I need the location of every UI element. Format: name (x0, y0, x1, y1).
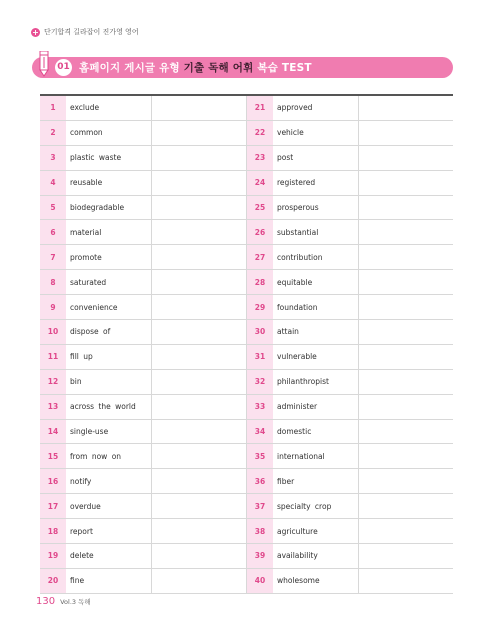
vocab-word: reusable (66, 171, 152, 195)
item-number: 34 (247, 420, 273, 444)
answer-blank[interactable] (359, 295, 453, 319)
vocab-word: contribution (273, 245, 359, 269)
left-entry (40, 469, 247, 493)
vocab-word: convenience (66, 295, 152, 319)
right-entry (247, 220, 453, 244)
left-entry (40, 121, 247, 145)
vocab-word: specialty crop (273, 494, 359, 518)
left-entry (40, 295, 247, 319)
table-row (40, 171, 453, 196)
answer-blank[interactable] (152, 245, 246, 269)
left-entry (40, 494, 247, 518)
vocab-word: overdue (66, 494, 152, 518)
item-number: 6 (40, 220, 66, 244)
item-number: 10 (40, 320, 66, 344)
item-number: 13 (40, 395, 66, 419)
right-entry (247, 544, 453, 568)
table-row (40, 345, 453, 370)
answer-blank[interactable] (152, 469, 246, 493)
item-number: 25 (247, 196, 273, 220)
vocab-word: substantial (273, 220, 359, 244)
vocab-word: single-use (66, 420, 152, 444)
answer-blank[interactable] (152, 220, 246, 244)
left-entry (40, 569, 247, 593)
pencil-icon (38, 51, 50, 77)
table-row (40, 121, 453, 146)
title-part-1: 홈페이지 게시글 유형 (79, 62, 180, 74)
right-entry (247, 121, 453, 145)
answer-blank[interactable] (359, 469, 453, 493)
right-entry (247, 320, 453, 344)
item-number: 26 (247, 220, 273, 244)
left-entry (40, 370, 247, 394)
vocab-word: across the world (66, 395, 152, 419)
left-entry (40, 395, 247, 419)
left-entry (40, 220, 247, 244)
left-entry (40, 519, 247, 543)
table-row (40, 569, 453, 594)
left-entry (40, 544, 247, 568)
item-number: 2 (40, 121, 66, 145)
table-row (40, 494, 453, 519)
right-entry (247, 295, 453, 319)
item-number: 17 (40, 494, 66, 518)
item-number: 39 (247, 544, 273, 568)
table-row (40, 96, 453, 121)
right-entry (247, 345, 453, 369)
left-entry (40, 96, 247, 120)
vocab-word: fine (66, 569, 152, 593)
item-number: 22 (247, 121, 273, 145)
item-number: 21 (247, 96, 273, 120)
right-entry (247, 146, 453, 170)
left-entry (40, 171, 247, 195)
vocab-word: agriculture (273, 519, 359, 543)
item-number: 29 (247, 295, 273, 319)
vocab-word: saturated (66, 270, 152, 294)
vocab-word: post (273, 146, 359, 170)
item-number: 1 (40, 96, 66, 120)
item-number: 38 (247, 519, 273, 543)
right-entry (247, 494, 453, 518)
answer-blank[interactable] (152, 295, 246, 319)
vocab-word: wholesome (273, 569, 359, 593)
vocab-word: from now on (66, 444, 152, 468)
item-number: 31 (247, 345, 273, 369)
answer-blank[interactable] (359, 544, 453, 568)
item-number: 32 (247, 370, 273, 394)
answer-blank[interactable] (152, 171, 246, 195)
answer-blank[interactable] (152, 146, 246, 170)
answer-blank[interactable] (359, 196, 453, 220)
item-number: 5 (40, 196, 66, 220)
vocab-word: registered (273, 171, 359, 195)
right-entry (247, 245, 453, 269)
table-row (40, 544, 453, 569)
table-row (40, 395, 453, 420)
vocab-word: bin (66, 370, 152, 394)
table-row (40, 469, 453, 494)
right-entry (247, 519, 453, 543)
section-title-bar (32, 57, 453, 78)
answer-blank[interactable] (152, 569, 246, 593)
vocab-word: fill up (66, 345, 152, 369)
vocab-word: delete (66, 544, 152, 568)
answer-blank[interactable] (359, 96, 453, 120)
answer-blank[interactable] (152, 320, 246, 344)
table-row (40, 370, 453, 395)
left-entry (40, 444, 247, 468)
answer-blank[interactable] (152, 444, 246, 468)
item-number: 27 (247, 245, 273, 269)
title-highlight: 기출 독해 어휘 (183, 62, 254, 74)
page-footer (36, 596, 91, 607)
table-row (40, 519, 453, 544)
left-entry (40, 320, 247, 344)
item-number: 30 (247, 320, 273, 344)
item-number: 35 (247, 444, 273, 468)
answer-blank[interactable] (359, 270, 453, 294)
table-row (40, 196, 453, 221)
answer-blank[interactable] (359, 245, 453, 269)
table-row (40, 420, 453, 445)
vocab-word: promote (66, 245, 152, 269)
table-row (40, 270, 453, 295)
item-number: 9 (40, 295, 66, 319)
item-number: 23 (247, 146, 273, 170)
left-entry (40, 196, 247, 220)
vocab-word: plastic waste (66, 146, 152, 170)
item-number: 18 (40, 519, 66, 543)
series-title: 단기합격 길라잡이 진가영 영어 (44, 28, 139, 36)
item-number: 19 (40, 544, 66, 568)
right-entry (247, 569, 453, 593)
answer-blank[interactable] (359, 370, 453, 394)
answer-blank[interactable] (359, 146, 453, 170)
vocab-word: report (66, 519, 152, 543)
answer-blank[interactable] (152, 494, 246, 518)
right-entry (247, 196, 453, 220)
vocab-word: approved (273, 96, 359, 120)
item-number: 24 (247, 171, 273, 195)
volume-label: Vol.3 독해 (60, 598, 91, 606)
answer-blank[interactable] (152, 196, 246, 220)
item-number: 33 (247, 395, 273, 419)
vocab-word: philanthropist (273, 370, 359, 394)
item-number: 14 (40, 420, 66, 444)
answer-blank[interactable] (359, 220, 453, 244)
right-entry (247, 420, 453, 444)
answer-blank[interactable] (359, 494, 453, 518)
right-entry (247, 96, 453, 120)
item-number: 3 (40, 146, 66, 170)
table-row (40, 444, 453, 469)
vocab-word: availability (273, 544, 359, 568)
answer-blank[interactable] (359, 569, 453, 593)
answer-blank[interactable] (152, 96, 246, 120)
title-part-2: 복습 TEST (257, 62, 312, 74)
table-row (40, 146, 453, 171)
answer-blank[interactable] (359, 320, 453, 344)
item-number: 4 (40, 171, 66, 195)
answer-blank[interactable] (152, 420, 246, 444)
right-entry (247, 469, 453, 493)
vocab-word: administer (273, 395, 359, 419)
vocab-word: dispose of (66, 320, 152, 344)
answer-blank[interactable] (359, 420, 453, 444)
page-number: 130 (36, 596, 56, 607)
vocab-word: material (66, 220, 152, 244)
answer-blank[interactable] (152, 121, 246, 145)
answer-blank[interactable] (152, 370, 246, 394)
vocab-word: prosperous (273, 196, 359, 220)
answer-blank[interactable] (152, 345, 246, 369)
right-entry (247, 171, 453, 195)
answer-blank[interactable] (152, 270, 246, 294)
vocab-word: common (66, 121, 152, 145)
vocab-word: domestic (273, 420, 359, 444)
answer-blank[interactable] (359, 171, 453, 195)
answer-blank[interactable] (152, 395, 246, 419)
left-entry (40, 270, 247, 294)
vocab-word: international (273, 444, 359, 468)
answer-blank[interactable] (359, 519, 453, 543)
item-number: 28 (247, 270, 273, 294)
table-row (40, 320, 453, 345)
right-entry (247, 395, 453, 419)
right-entry (247, 444, 453, 468)
vocab-word: exclude (66, 96, 152, 120)
item-number: 37 (247, 494, 273, 518)
plus-circle-icon: + (32, 27, 39, 37)
vocab-word: foundation (273, 295, 359, 319)
item-number: 36 (247, 469, 273, 493)
answer-blank[interactable] (359, 395, 453, 419)
answer-blank[interactable] (152, 544, 246, 568)
item-number: 12 (40, 370, 66, 394)
item-number: 20 (40, 569, 66, 593)
vocab-word: fiber (273, 469, 359, 493)
section-number: 01 (55, 59, 72, 76)
vocab-word: vehicle (273, 121, 359, 145)
answer-blank[interactable] (152, 519, 246, 543)
vocab-word: attain (273, 320, 359, 344)
left-entry (40, 146, 247, 170)
item-number: 15 (40, 444, 66, 468)
table-row (40, 245, 453, 270)
left-entry (40, 345, 247, 369)
item-number: 16 (40, 469, 66, 493)
left-entry (40, 420, 247, 444)
item-number: 11 (40, 345, 66, 369)
answer-blank[interactable] (359, 121, 453, 145)
item-number: 40 (247, 569, 273, 593)
vocab-table (40, 94, 453, 594)
series-header (31, 27, 139, 37)
table-row (40, 295, 453, 320)
answer-blank[interactable] (359, 345, 453, 369)
section-title (79, 60, 312, 75)
vocab-word: equitable (273, 270, 359, 294)
table-row (40, 220, 453, 245)
answer-blank[interactable] (359, 444, 453, 468)
left-entry (40, 245, 247, 269)
item-number: 8 (40, 270, 66, 294)
vocab-word: notify (66, 469, 152, 493)
vocab-word: vulnerable (273, 345, 359, 369)
item-number: 7 (40, 245, 66, 269)
right-entry (247, 370, 453, 394)
vocab-word: biodegradable (66, 196, 152, 220)
right-entry (247, 270, 453, 294)
